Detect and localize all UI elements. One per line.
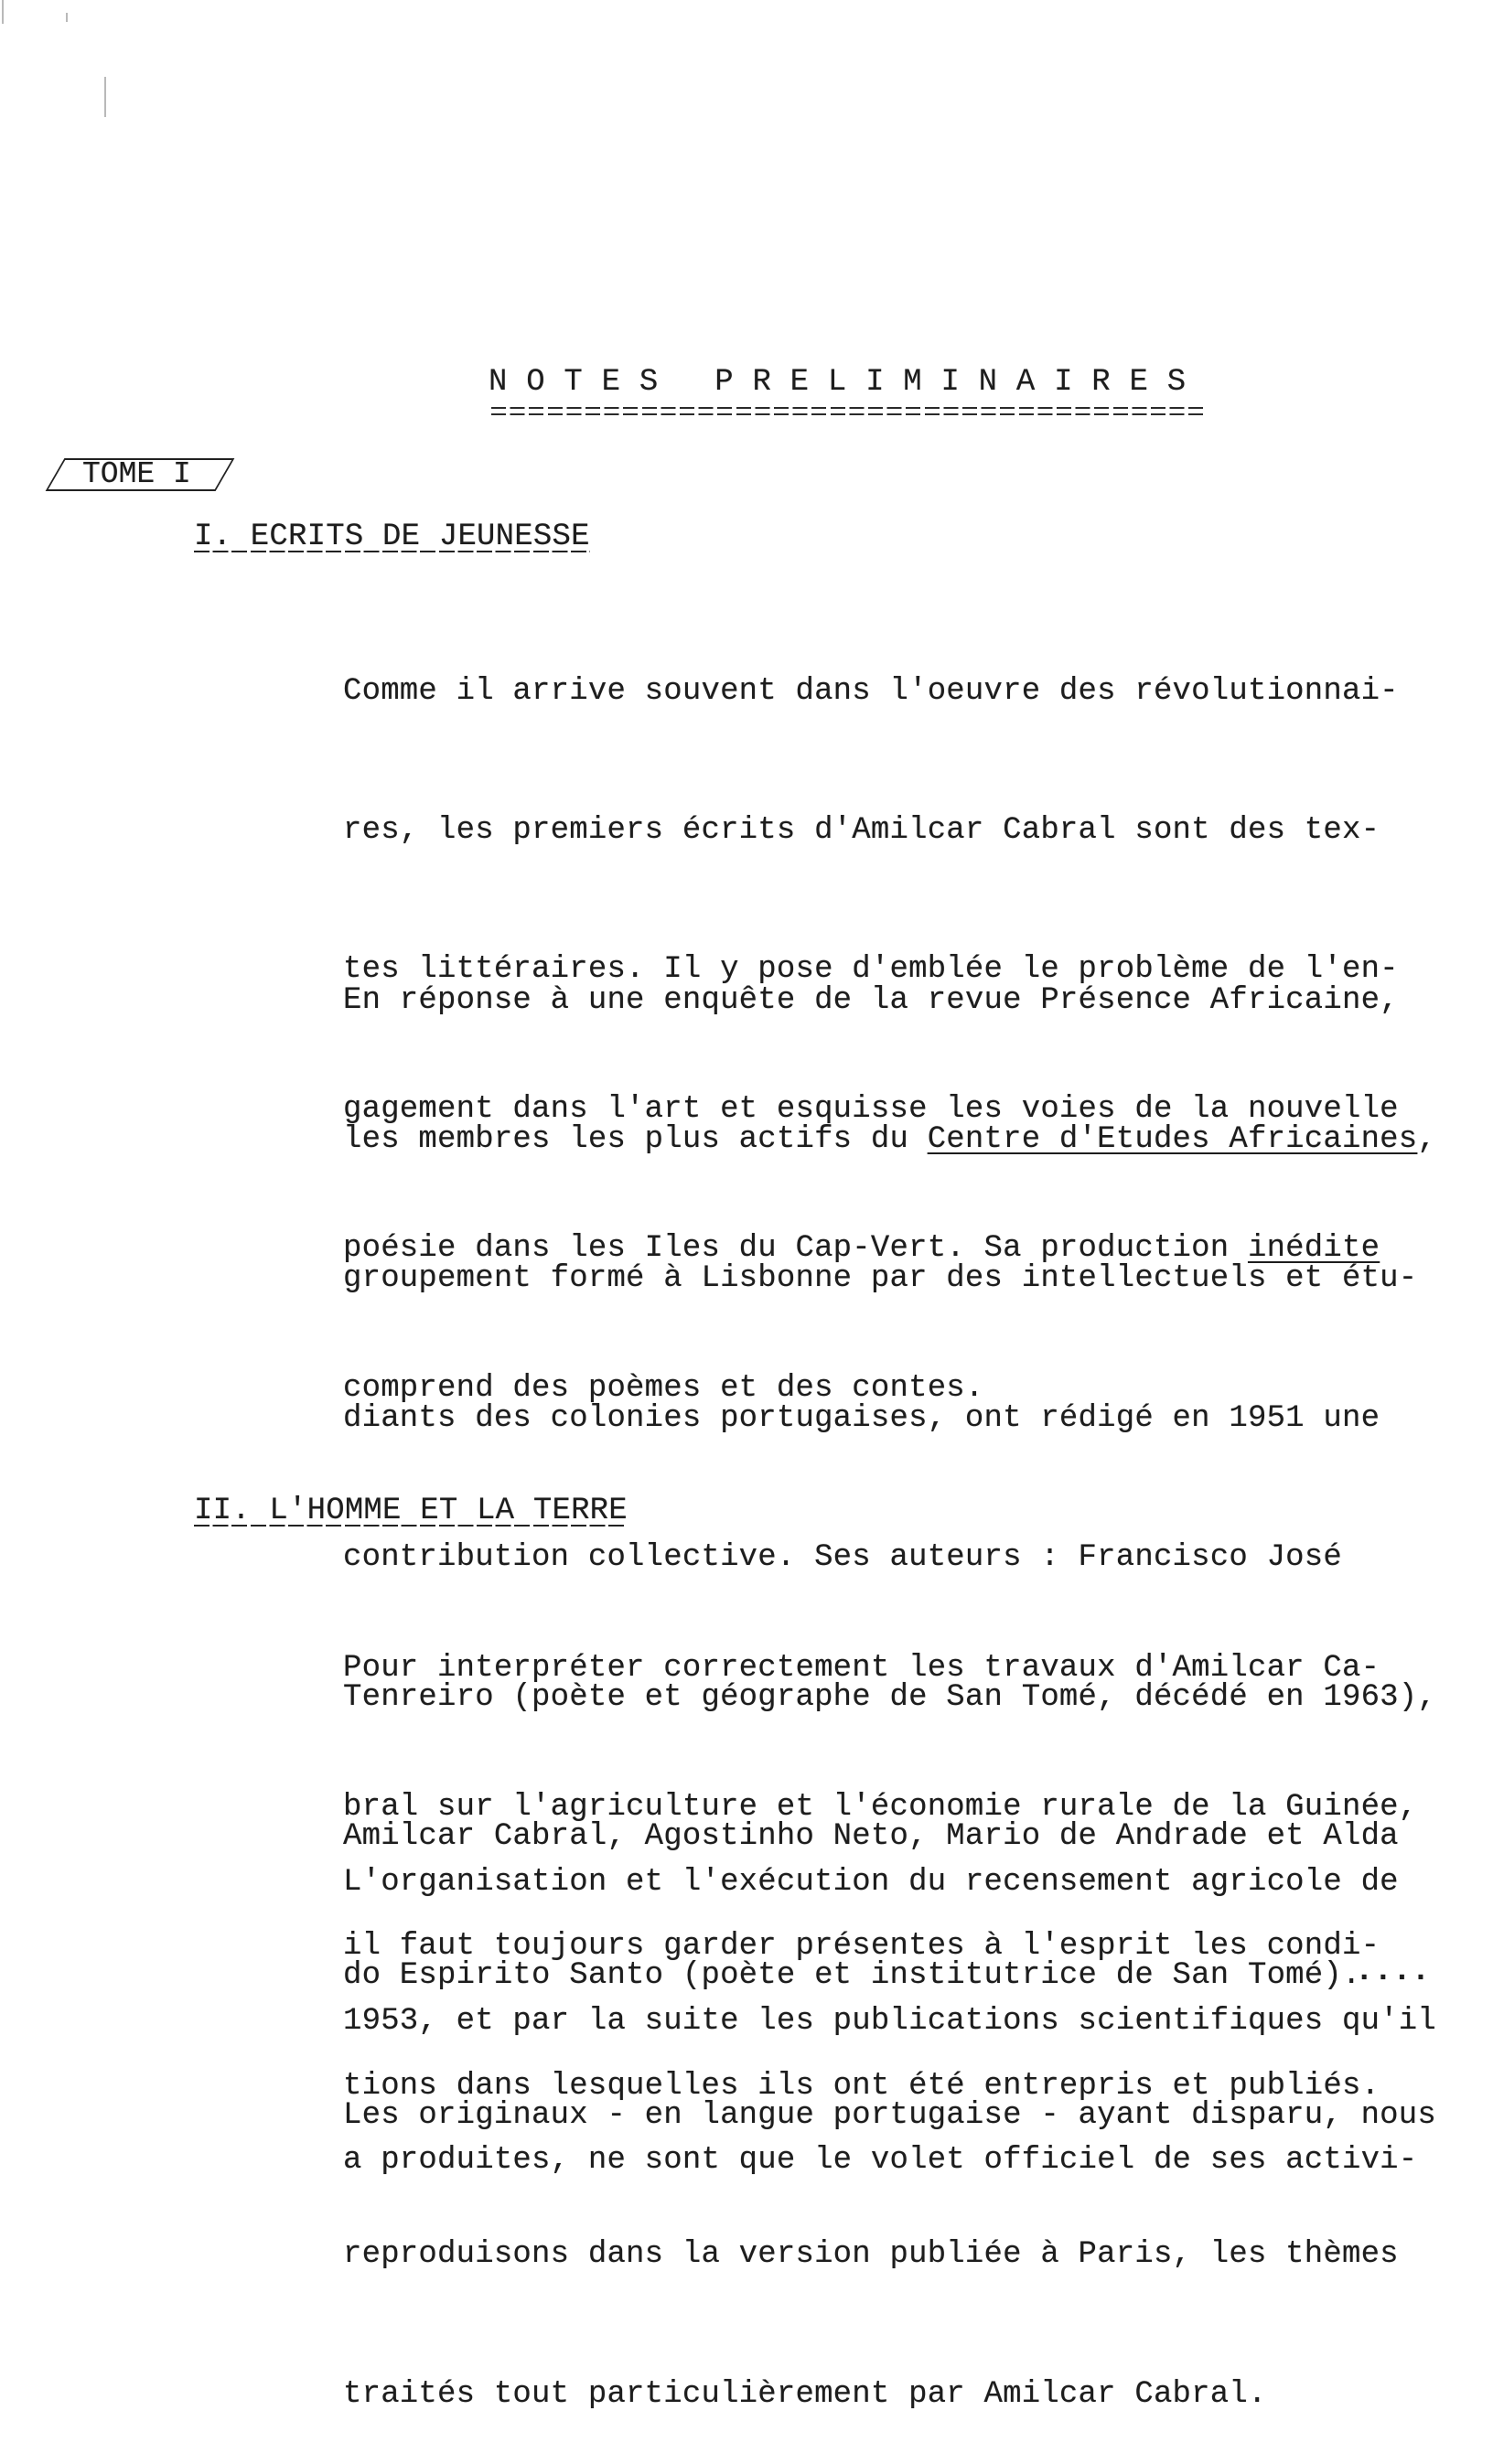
paragraph-line: L'organisation et l'exécution du recensement agricole de	[343, 1864, 1399, 1900]
paragraph-line: gagement dans l'art et esquisse les voies de la nouvelle	[343, 1091, 1399, 1127]
paragraph-line: contribution collective. Ses auteurs : Francisco José	[343, 1540, 1342, 1576]
scan-artifact	[66, 13, 68, 22]
paragraph-line: traités tout particulièrement par Amilcar Cabral.	[343, 2376, 1267, 2412]
paragraph-line: Les originaux - en langue portugaise - ayant disparu, nous	[343, 2097, 1436, 2133]
volume-label: TOME I	[82, 457, 191, 491]
paragraph-line: reproduisons dans la version publiée à Paris, les thèmes	[343, 2237, 1399, 2273]
section-heading: I. ECRITS DE JEUNESSE	[194, 514, 590, 561]
line-text: poésie dans les Iles du Cap-Vert. Sa production	[343, 1231, 1248, 1267]
line-text: les membres les plus actifs du	[343, 1121, 928, 1157]
paragraph-line: 1953, et par la suite les publications scientifiques qu'il	[343, 2003, 1436, 2039]
title-double-rule-top	[491, 407, 1205, 409]
paragraph-line: bral sur l'agriculture et l'économie rurale de la Guinée,	[343, 1789, 1418, 1825]
paragraph-line: tes littéraires. Il y pose d'emblée le problème de l'en-	[343, 952, 1399, 988]
paragraph-line: tions dans lesquelles ils ont été entrepris et publiés.	[343, 2068, 1380, 2104]
paragraph	[343, 1766, 1436, 2231]
section-heading: II. L'HOMME ET LA TERRE	[194, 1488, 628, 1535]
paragraph-line: groupement formé à Lisbonne par des intellectuels et étu-	[343, 1261, 1418, 1297]
paragraph-line: Tenreiro (poète et géographe de San Tomé, décédé en 1963),	[343, 1679, 1436, 1715]
paragraph-line: il faut toujours garder présentes à l'esprit les condi-	[343, 1929, 1380, 1965]
underlined-term: inédite	[1247, 1231, 1380, 1267]
paragraph-line: a produites, ne sont que le volet officiel de ses activi-	[343, 2143, 1418, 2179]
underlined-term: Centre d'Etudes Africaines	[927, 1121, 1418, 1157]
title-double-rule-bottom	[491, 413, 1205, 415]
paragraph-line: Pour interpréter correctement les travaux d'Amilcar Ca-	[343, 1650, 1380, 1686]
page-title: N O T E S P R E L I M I N A I R E S	[489, 365, 1187, 400]
paragraph-line: En réponse à une enquête de la revue Présence Africaine,	[343, 982, 1399, 1018]
paragraph-line: diants des colonies portugaises, ont rédigé en 1951 une	[343, 1400, 1380, 1436]
paragraph-line	[343, 1117, 1436, 1163]
paragraph-line: do Espirito Santo (poète et institutrice de San Tomé).	[343, 1958, 1361, 1994]
continuation-mark: ....	[1355, 1955, 1431, 1989]
scan-artifact	[2, 0, 4, 24]
paragraph-line: comprend des poèmes et des contes.	[343, 1370, 984, 1406]
paragraph-line: Comme il arrive souvent dans l'oeuvre des révolutionnai-	[343, 673, 1399, 709]
line-text: ,	[1417, 1121, 1436, 1157]
paragraph-line: Amilcar Cabral, Agostinho Neto, Mario de Andrade et Alda	[343, 1818, 1399, 1854]
paragraph-line: res, les premiers écrits d'Amilcar Cabral sont des tex-	[343, 812, 1380, 848]
scan-artifact	[104, 77, 106, 117]
